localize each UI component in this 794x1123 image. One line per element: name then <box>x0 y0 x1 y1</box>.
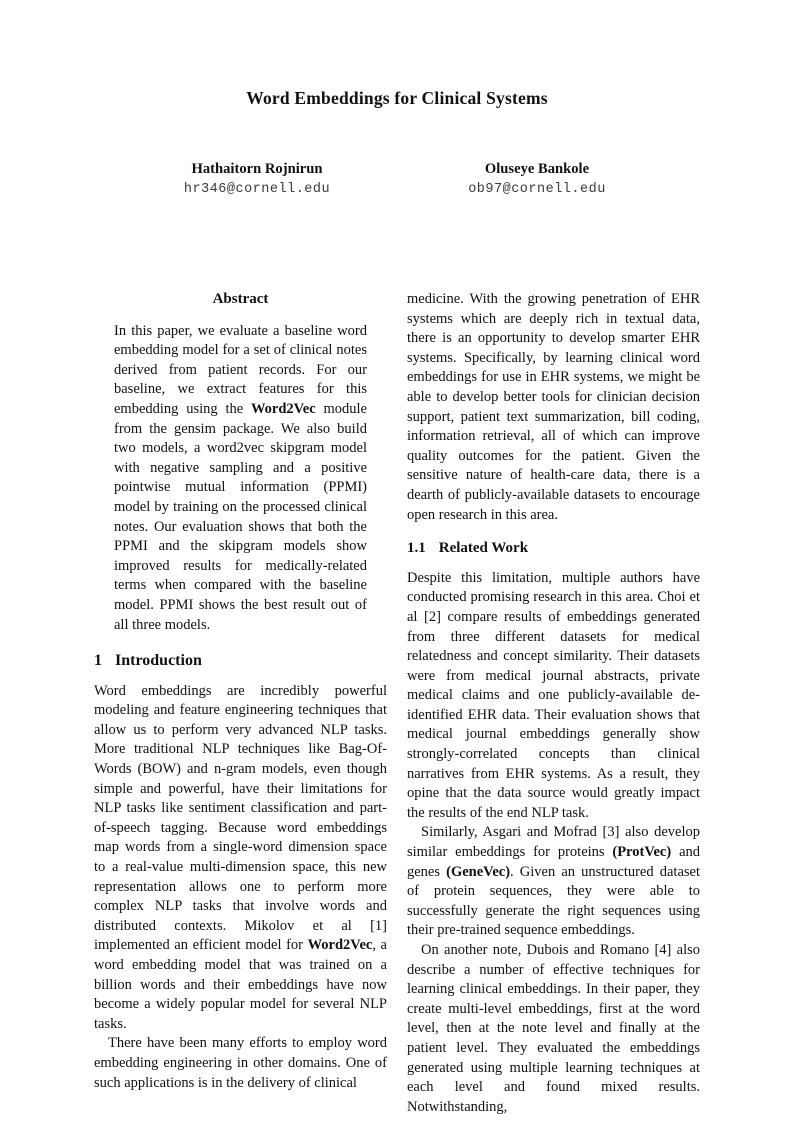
section-heading-introduction <box>94 651 387 671</box>
page-title: Word Embeddings for Clinical Systems <box>246 88 548 108</box>
related-work-paragraph-1: Despite this limitation, multiple authors have conducted promising research in this area. Choi et al [2] compare results of embeddings generated from three different datasets for medical relatedness and concept similarity. Their datasets were from medical journal abstracts, private medical claims and one publicly-available de-identified EHR data. Their evaluation shows that medical journal embeddings generally show strongly-correlated concepts than clinical narratives from EHR systems. As a result, they opine that the data source would greatly impact the results of the end NLP task. <box>407 569 700 821</box>
author-2 <box>397 161 677 197</box>
intro-paragraph-2-left: There have been many efforts to employ word embedding engineering in other domains. One of such applications is in the delivery of clinical <box>94 1035 387 1091</box>
intro-seg: Word embeddings are incredibly powerful modeling and feature engineering techniques that allow us to perform very advanced NLP tasks. More traditional NLP techniques like Bag-Of-Words (BOW) and n-gram models, even though simple and powerful, have their limitations for NLP tasks like sentiment classification and part-of-speech tagging. Because word embeddings map words from a single-word dimension space to a real-value multi-dimension space, this new representation allows one to perform more complex NLP tasks that involve words and distributed contexts. Mikolov et al [1] implemented an efficient model for <box>94 682 387 954</box>
author-1 <box>117 161 397 197</box>
subsection-title: Related Work <box>438 540 529 557</box>
right-column <box>407 290 700 1117</box>
intro-paragraph-2-continued: medicine. With the growing penetration of EHR systems which are deeply rich in textual data, there is an opportunity to develop smarter EHR systems. Specifically, by learning clinical word embeddings for use in EHR systems, we might be able to develop better tools for clinician decision support, patient text summarization, bill coding, information retrieval, all of which can improve quality outcomes for the patient. Given the sensitive nature of health-care data, there is a dearth of publicly-available datasets to encourage open research in this area. <box>407 291 700 523</box>
left-column <box>94 290 387 1117</box>
author-1-email: hr346@cornell.edu <box>183 182 331 197</box>
abstract-text <box>114 322 367 636</box>
abstract-seg: In this paper, we evaluate a baseline word embedding model for a set of clinical notes derived from patient records. For our baseline, we extract features for this embedding using the <box>114 322 367 417</box>
related-work-paragraph-2 <box>407 823 700 941</box>
two-column-body <box>94 290 700 1117</box>
intro-bold-term: Word2Vec <box>307 937 373 954</box>
section-number: 1 <box>94 652 102 670</box>
related-work-seg: Similarly, Asgari and Mofrad [3] also develop similar embeddings for proteins <box>407 824 700 861</box>
related-work-paragraph-3: On another note, Dubois and Romano [4] also describe a number of effective techniques for learning clinical embeddings. In their paper, they create multi-level embeddings, first at the word level, then at the note level and finally at the patient level. They evaluated the embeddings generated using multiple learning techniques at each level and found mixed results. Notwithstanding, <box>407 942 700 1115</box>
subsection-number: 1.1 <box>407 540 426 557</box>
abstract-heading: Abstract <box>212 291 269 307</box>
genevec-bold-term: (GeneVec) <box>446 863 511 880</box>
section-title: Introduction <box>115 652 202 670</box>
protvec-bold-term: (ProtVec) <box>612 844 672 861</box>
intro-paragraph-1 <box>94 682 387 1035</box>
related-work-seg: . Given an unstructured dataset of protein sequences, they were able to successfully generate the right sequences using their pre-trained sequence embeddings. <box>407 863 701 939</box>
related-work-seg: and genes <box>407 844 701 880</box>
intro-seg: , a word embedding model that was trained on a billion words and their embeddings have now become a widely popular model for several NLP tasks. <box>94 937 387 1032</box>
abstract-bold-term: Word2Vec <box>250 400 316 417</box>
author-2-name: Oluseye Bankole <box>484 161 590 177</box>
author-2-email: ob97@cornell.edu <box>468 182 606 197</box>
author-1-name: Hathaitorn Rojnirun <box>191 161 323 177</box>
abstract-paragraph <box>114 322 367 636</box>
subsection-heading-related-work <box>407 539 700 559</box>
author-block <box>117 161 677 197</box>
abstract-seg: module from the gensim package. We also build two models, a word2vec skipgram model with negative sampling and a positive pointwise mutual information (PPMI) model by training on the processed clinical notes. Our evaluation shows that both the PPMI and the skipgram models show improved results for medically-related terms when compared with the baseline model. PPMI shows the best result out of all three models. <box>114 400 367 633</box>
